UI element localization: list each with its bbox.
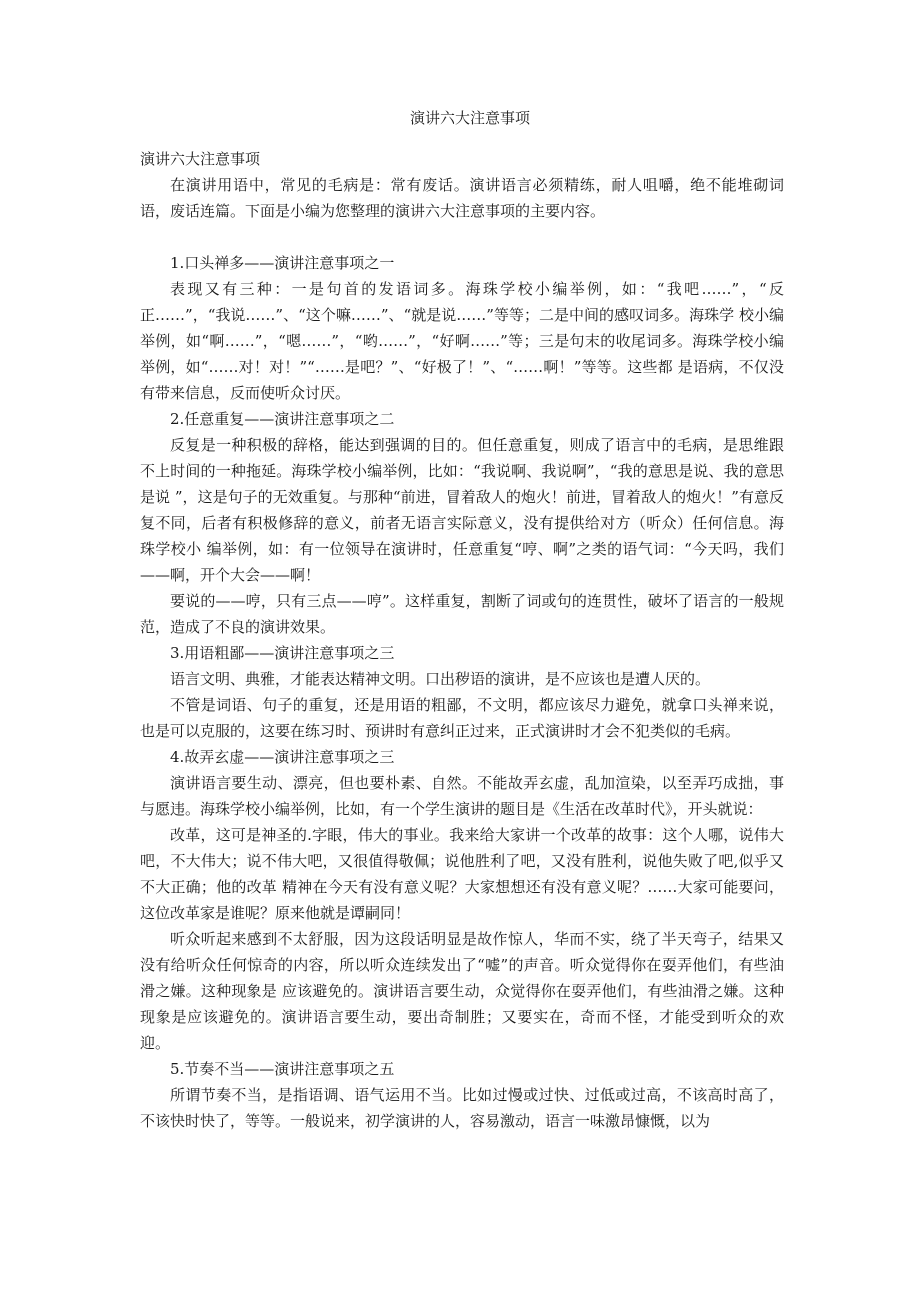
section-paragraph: 演讲语言要生动、漂亮，但也要朴素、自然。不能故弄玄虚，乱加渲染，以至弄巧成拙，事与愿违。海珠学校小编举例，比如，有一个学生演讲的题目是《生活在改革时代》，开头就说： — [140, 774, 784, 818]
section-paragraph: 所谓节奏不当，是指语调、语气运用不当。比如过慢或过快、过低或过高，不该高时高了，不该快时快了，等等。一般说来，初学演讲的人，容易激动，语言一味激昂慷慨，以为 — [140, 1086, 784, 1130]
document-heading: 演讲六大注意事项 — [140, 150, 261, 168]
section-paragraph: 改革，这可是神圣的.字眼，伟大的事业。我来给大家讲一个改革的故事：这个人哪，说伟大吧，不大伟大；说不伟大吧，又很值得敬佩；说他胜利了吧，又没有胜利，说他失败了吧,似乎又不大正确；他的改革 精神在今天有没有意义呢？大家想想还有没有意义呢？……大家可能要问，这位改革家是谁呢？原来他就是谭嗣同！ — [140, 826, 784, 922]
section-heading: 3.用语粗鄙——演讲注意事项之三 — [170, 644, 395, 662]
section-paragraph: 反复是一种积极的辞格，能达到强调的目的。但任意重复，则成了语言中的毛病，是思维跟不上时间的一种拖延。海珠学校小编举例，比如：“我说啊、我说啊”，“我的意思是说、我的意思是说 ”，这是句子的无效重复。与那种“前进，冒着敌人的炮火！前进，冒着敌人的炮火！”有意反复不同，后者有积极修辞的意义，前者无语言实际意义，没有提供给对方（听众）任何信息。海珠学校小 编举例，如：有一位领导在演讲时，任意重复“哼、啊”之类的语气词：“今天吗，我们——啊，开个大会——啊！ — [140, 436, 784, 584]
section-paragraph: 表现又有三种：一是句首的发语词多。海珠学校小编举例，如：“我吧……”，“反正……”，“我说……”、“这个嘛……”、“就是说……”等等；二是中间的感叹词多。海珠学 校小编举例，如“啊……”，“嗯……”，“哟……”，“好啊……”等；三是句末的收尾词多。海珠学校小编举例，如“……对！对！”“……是吧？”、“好极了！”、“……啊！”等等。这些都 是语病，不仅没有带来信息，反而使听众讨厌。 — [140, 280, 784, 402]
section-paragraph: 语言文明、典雅，才能表达精神文明。口出秽语的演讲，是不应该也是遭人厌的。 — [170, 670, 711, 688]
document-page — [140, 108, 784, 1134]
section-heading: 5.节奏不当——演讲注意事项之五 — [170, 1060, 395, 1078]
section-heading: 1.口头禅多——演讲注意事项之一 — [170, 254, 395, 272]
intro-paragraph: 在演讲用语中，常见的毛病是：常有废话。演讲语言必须精练，耐人咀嚼，绝不能堆砌词语，废话连篇。下面是小编为您整理的演讲六大注意事项的主要内容。 — [140, 176, 784, 220]
section-4 — [140, 744, 784, 1056]
blank-line — [140, 224, 784, 250]
section-paragraph: 不管是词语、句子的重复，还是用语的粗鄙，不文明，都应该尽力避免，就拿口头禅来说，也是可以克服的，这要在练习时、预讲时有意纠正过来，正式演讲时才会不犯类似的毛病。 — [140, 696, 784, 740]
section-3 — [140, 640, 784, 744]
section-5 — [140, 1056, 784, 1134]
document-title: 演讲六大注意事项 — [409, 109, 530, 127]
section-paragraph: 听众听起来感到不太舒服，因为这段话明显是故作惊人，华而不实，绕了半天弯子，结果又没有给听众任何惊奇的内容，所以听众连续发出了“嘘”的声音。听众觉得你在耍弄他们，有些油滑之嫌。这种现象是 应该避免的。演讲语言要生动，众觉得你在耍弄他们，有些油滑之嫌。这种现象是应该避免的。演讲语言要生动，要出奇制胜；又要实在，奇而不怪，才能受到听众的欢迎。 — [140, 930, 784, 1052]
section-1 — [140, 250, 784, 406]
section-heading: 4.故弄玄虚——演讲注意事项之三 — [170, 748, 395, 766]
section-2 — [140, 406, 784, 640]
section-heading: 2.任意重复——演讲注意事项之二 — [170, 410, 395, 428]
section-paragraph: 要说的——哼，只有三点——哼”。这样重复，割断了词或句的连贯性，破坏了语言的一般规范，造成了不良的演讲效果。 — [140, 592, 784, 636]
